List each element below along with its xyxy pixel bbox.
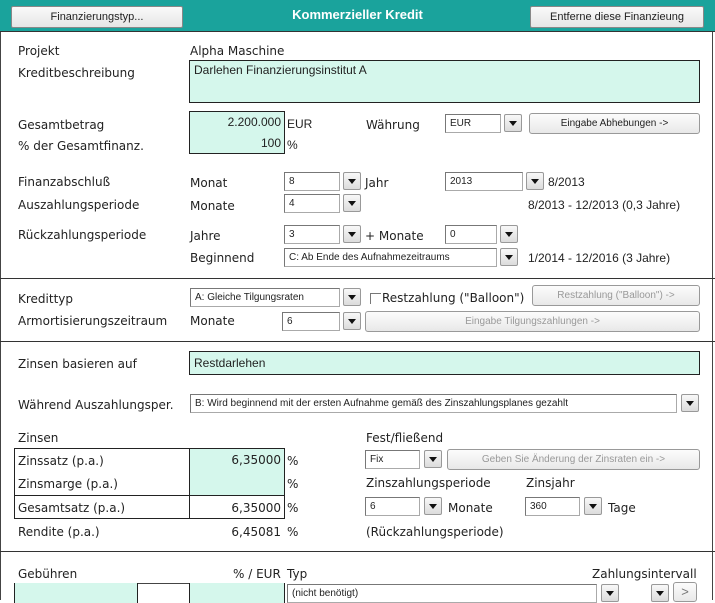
fees-type-label: Typ: [287, 567, 308, 581]
payment-period-unit: Monate: [448, 501, 493, 515]
total-amount-unit: EUR: [287, 117, 313, 131]
rate-label: Zinssatz (p.a.): [18, 454, 104, 468]
margin-label: Zinsmarge (p.a.): [18, 477, 118, 491]
closing-month-select[interactable]: 8: [284, 172, 340, 191]
description-label: Kreditbeschreibung: [18, 66, 135, 80]
remove-financing-button[interactable]: Entferne diese Finanzieung: [530, 6, 704, 28]
payment-period-select[interactable]: 6: [365, 497, 420, 516]
repay-start-label: Beginnend: [190, 251, 255, 265]
payment-period-note: (Rückzahlungsperiode): [366, 525, 504, 539]
fees-interval-label: Zahlungsintervall: [592, 567, 697, 581]
total-rate-value: 6,35000: [231, 501, 281, 515]
repay-plus-months-select[interactable]: 0: [445, 225, 497, 244]
closing-result: 8/2013: [548, 175, 585, 189]
percent-unit: %: [287, 138, 298, 152]
yield-unit: %: [287, 525, 299, 539]
margin-unit: %: [287, 477, 299, 491]
repay-years-select[interactable]: 3: [284, 225, 340, 244]
closing-year-select[interactable]: 2013: [445, 172, 523, 191]
closing-year-label: Jahr: [365, 176, 389, 190]
repay-start-select[interactable]: C: Ab Ende des Aufnahmezeitraums: [284, 248, 497, 267]
fee-type-dropdown-icon[interactable]: [601, 584, 619, 602]
closing-label: Finanzabschluß: [18, 175, 111, 189]
yield-label: Rendite (p.a.): [18, 525, 100, 539]
interest-basis-label: Zinsen basieren auf: [18, 357, 137, 371]
table-divider: [14, 495, 285, 496]
percent-total-label: % der Gesamtfinanz.: [18, 139, 144, 153]
margin-field[interactable]: [190, 474, 284, 478]
payout-label: Auszahlungsperiode: [18, 198, 140, 212]
fees-label: Gebühren: [18, 567, 78, 581]
balloon-checkbox[interactable]: [370, 293, 381, 304]
interest-basis-field[interactable]: Restdarlehen: [189, 351, 700, 375]
header-bar: [0, 0, 715, 32]
closing-month-dropdown-icon[interactable]: [343, 172, 361, 190]
project-value: Alpha Maschine: [190, 44, 285, 58]
total-rate-label: Gesamtsatz (p.a.): [18, 501, 126, 515]
closing-year-dropdown-icon[interactable]: [526, 172, 544, 190]
rate-field[interactable]: 6,35000: [231, 453, 281, 467]
yield-value: 6,45081: [231, 525, 281, 539]
repay-years-dropdown-icon[interactable]: [343, 225, 361, 243]
fixed-floating-dropdown-icon[interactable]: [424, 450, 442, 468]
payout-result: 8/2013 - 12/2013 (0,3 Jahre): [528, 198, 681, 212]
payment-period-label: Zinszahlungsperiode: [366, 476, 491, 490]
total-rate-unit: %: [287, 501, 299, 515]
interest-year-unit: Tage: [608, 501, 636, 515]
repay-label: Rückzahlungsperiode: [18, 228, 147, 242]
section-divider: [0, 341, 715, 342]
rate-change-button[interactable]: Geben Sie Änderung der Zinsraten ein ->: [447, 449, 700, 470]
balloon-checkbox-label: Restzahlung ("Balloon"): [382, 291, 525, 305]
amortization-label: Armortisierungszeitraum: [18, 314, 168, 328]
repay-start-dropdown-icon[interactable]: [500, 248, 518, 266]
section-divider: [0, 278, 715, 279]
payout-months-label: Monate: [190, 199, 235, 213]
interest-year-dropdown-icon[interactable]: [584, 497, 602, 515]
rate-unit: %: [287, 454, 299, 468]
repayments-button[interactable]: Eingabe Tilgungszahlungen ->: [365, 311, 700, 332]
project-label: Projekt: [18, 44, 60, 58]
fee-name-field[interactable]: [14, 583, 138, 603]
payout-months-select[interactable]: 4: [284, 194, 340, 213]
percent-total-field[interactable]: 100: [260, 136, 281, 150]
section-divider: [0, 551, 715, 552]
withdrawals-button[interactable]: Eingabe Abhebungen ->: [529, 113, 700, 134]
amortization-months-select[interactable]: 6: [282, 312, 340, 331]
amortization-months-dropdown-icon[interactable]: [343, 312, 361, 330]
repay-plus-months-label: + Monate: [365, 229, 424, 243]
fixed-floating-select[interactable]: Fix: [365, 450, 420, 469]
fees-pct-eur-label: % / EUR: [233, 567, 281, 581]
credit-type-select[interactable]: A: Gleiche Tilgungsraten: [190, 288, 340, 307]
interest-year-select[interactable]: 360: [525, 497, 580, 516]
currency-select[interactable]: EUR: [445, 114, 501, 133]
credit-type-dropdown-icon[interactable]: [343, 288, 361, 306]
description-field[interactable]: Darlehen Finanzierungsinstitut A: [189, 60, 700, 103]
during-payout-select[interactable]: B: Wird beginnend mit der ersten Aufnahme gemäß des Zinszahlungsplanes gezahlt: [190, 394, 677, 413]
balloon-button[interactable]: Restzahlung ("Balloon") ->: [532, 285, 700, 306]
fee-type-select[interactable]: (nicht benötigt): [287, 584, 597, 603]
repay-years-label: Jahre: [190, 229, 221, 243]
fee-amount-field[interactable]: [189, 583, 285, 603]
interest-section-label: Zinsen: [18, 431, 59, 445]
fee-next-button[interactable]: >: [673, 582, 697, 602]
currency-label: Währung: [366, 118, 420, 132]
payment-period-dropdown-icon[interactable]: [424, 497, 442, 515]
closing-month-label: Monat: [190, 176, 228, 190]
interest-year-label: Zinsjahr: [526, 476, 575, 490]
repay-result: 1/2014 - 12/2016 (3 Jahre): [528, 251, 671, 265]
page-title: Kommerzieller Kredit: [292, 7, 423, 22]
amortization-months-label: Monate: [190, 314, 235, 328]
during-payout-dropdown-icon[interactable]: [681, 394, 699, 412]
fixed-floating-label: Fest/fließend: [366, 431, 444, 445]
fee-interval-dropdown-icon[interactable]: [651, 584, 669, 602]
credit-type-label: Kredittyp: [18, 292, 74, 306]
financing-type-button[interactable]: Finanzierungstyp...: [11, 6, 183, 28]
total-amount-field[interactable]: 2.200.000: [227, 115, 281, 129]
repay-plus-months-dropdown-icon[interactable]: [500, 225, 518, 243]
total-amount-label: Gesamtbetrag: [18, 118, 105, 132]
during-payout-label: Während Auszahlungsper.: [18, 398, 174, 412]
currency-dropdown-icon[interactable]: [504, 114, 522, 132]
payout-months-dropdown-icon[interactable]: [343, 194, 361, 212]
